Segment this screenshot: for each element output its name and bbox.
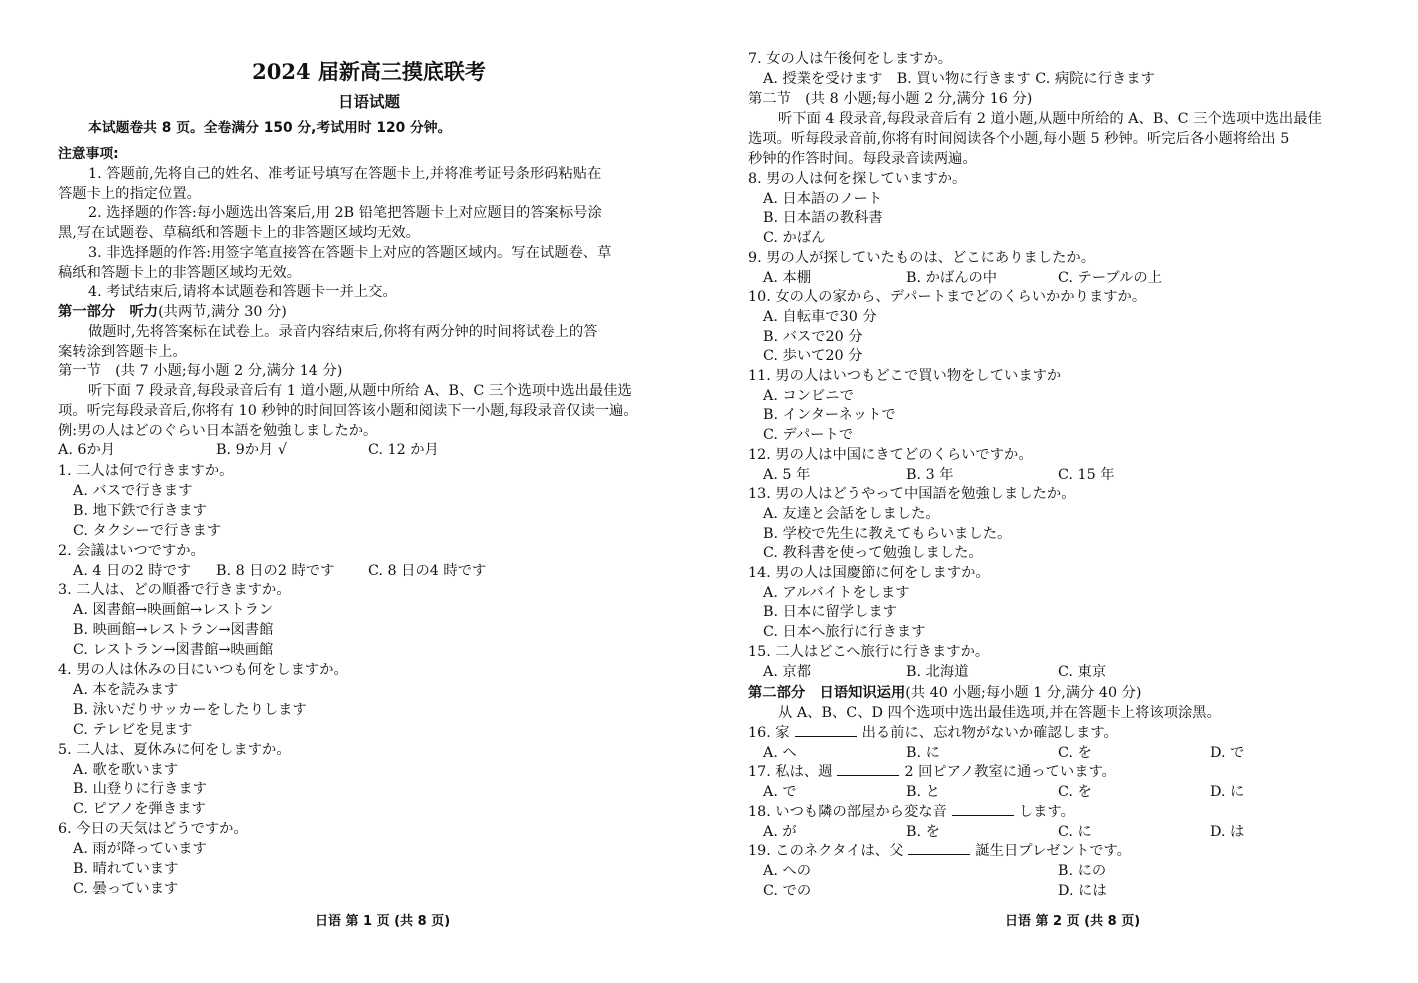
option: B. 晴れています	[73, 861, 179, 877]
option: B. 泳いだりサッカーをしたりします	[73, 701, 307, 718]
exam-subtitle: 日语试题	[337, 93, 400, 111]
question-stem: 5. 二人は、夏休みに何をしますか。	[58, 741, 291, 758]
option: A. で	[763, 784, 797, 801]
section2-heading: 第二节 (共 8 小题;每小题 2 分,满分 16 分)	[748, 91, 1033, 107]
option: B. 日本語の教科書	[763, 210, 883, 227]
part2-heading-rest: (共 40 小题;每小题 1 分,满分 40 分)	[905, 685, 1142, 701]
option: A. アルバイトをします	[763, 584, 910, 601]
example-option: C. 12 か月	[368, 442, 439, 458]
page1-footer: 日语 第 1 页 (共 8 页)	[315, 914, 451, 929]
notice-line: 答题卡上的指定位置。	[58, 185, 201, 202]
option: B. 映画館→レストラン→図書館	[73, 622, 274, 639]
stem-before-blank: 19. このネクタイは、父	[748, 843, 904, 860]
option: C. 東京	[1058, 663, 1107, 680]
notice-line: 3. 非选择题的作答:用签字笔直接答在答题卡上对应的答题区域内。写在试题卷、草	[88, 244, 612, 261]
option: B. 地下鉄で行きます	[73, 502, 207, 519]
example-question: 例:男の人はどのぐらい日本語を勉強しましたか。	[58, 423, 378, 439]
section1-instr-line: 听下面 7 段录音,每段录音后有 1 道小题,从题中所给 A、B、C 三个选项中选出最佳选	[88, 383, 632, 399]
option: A. が	[763, 823, 797, 840]
option: A. への	[763, 862, 812, 879]
question-stem: 1. 二人は何で行きますか。	[58, 463, 234, 479]
part2-instr: 从 A、B、C、D 四个选项中选出最佳选项,并在答题卡上将该项涂黑。	[778, 705, 1221, 721]
option: B. 日本に留学します	[763, 604, 897, 621]
option: C. 歩いて20 分	[763, 348, 863, 365]
page2-footer: 日语 第 2 页 (共 8 页)	[1005, 914, 1141, 929]
option: A. 歌を歌います	[73, 761, 179, 778]
option: A. 4 日の2 時です	[73, 562, 192, 579]
stem-before-blank: 17. 私は、週	[748, 764, 833, 781]
option: B. 学校で先生に教えてもらいました。	[763, 525, 1012, 542]
option: D. に	[1210, 784, 1245, 801]
section2-instr-line: 听下面 4 段录音,每段录音后有 2 道小题,从题中所给的 A、B、C 三个选项中选出最佳	[778, 111, 1322, 127]
option: B. インターネットで	[763, 407, 896, 424]
part1-heading	[58, 303, 287, 322]
option: A. 友達と会話をしました。	[763, 505, 940, 522]
option: D. は	[1210, 823, 1245, 840]
question-stem: 13. 男の人はどうやって中国語を勉強しましたか。	[748, 486, 1076, 503]
option: B. 3 年	[906, 466, 954, 483]
option: A. 図書館→映画館→レストラン	[73, 602, 274, 619]
option: C. 教科書を使って勉強しました。	[763, 545, 983, 562]
option: C. 日本へ旅行に行きます	[763, 624, 926, 641]
section1-heading: 第一节 (共 7 小题;每小题 2 分,满分 14 分)	[58, 363, 343, 379]
notice-line: 1. 答题前,先将自己的姓名、准考证号填写在答题卡上,并将准考证号条形码粘贴在	[88, 166, 602, 182]
option: C. レストラン→図書館→映画館	[73, 642, 274, 659]
option: A. 本を読みます	[73, 681, 179, 698]
part1-heading-bold: 第一部分 听力	[58, 304, 159, 320]
option: B. かばんの中	[906, 269, 998, 286]
option: C. を	[1058, 744, 1092, 761]
option: A. 日本語のノート	[763, 190, 883, 207]
option: A. バスで行きます	[73, 482, 193, 499]
stem-after-blank: します。	[1018, 803, 1075, 820]
option: D. には	[1058, 882, 1107, 899]
option: B. を	[906, 823, 940, 840]
part2-heading-bold: 第二部分 日语知识运用	[748, 685, 906, 701]
question-7-options: A. 授業を受けます B. 買い物に行きます C. 病院に行きます	[763, 71, 1155, 87]
answer-blank	[795, 725, 857, 737]
grammar-question-stem	[748, 724, 1118, 743]
question-stem: 4. 男の人は休みの日にいつも何をしますか。	[58, 662, 348, 678]
answer-blank	[952, 804, 1014, 816]
option: C. ピアノを弾きます	[73, 801, 206, 818]
question-stem: 2. 会議はいつですか。	[58, 542, 205, 559]
notice-line: 稿纸和答题卡上的非答题区域均无效。	[58, 264, 302, 281]
option: C. 15 年	[1058, 466, 1115, 483]
question-stem: 6. 今日の天気はどうですか。	[58, 821, 248, 838]
section1-instr-line: 项。听完每段录音后,你将有 10 秒钟的时间回答该小题和阅读下一小题,每段录音仅读一遍。	[58, 403, 638, 419]
question-stem: 9. 男の人が探していたものは、どこにありましたか。	[748, 249, 1096, 266]
option: C. 8 日の4 時です	[368, 562, 487, 579]
option: B. と	[906, 784, 940, 801]
grammar-question-stem	[748, 842, 1131, 861]
grammar-question-stem	[748, 763, 1116, 782]
part2-heading	[748, 684, 1142, 703]
part1-instr-line: 做题时,先将答案标在试卷上。录音内容结束后,你将有两分钟的时间将试卷上的答	[88, 324, 598, 340]
option: B. 山登りに行きます	[73, 781, 207, 798]
notice-line: 2. 选择题的作答:每小题选出答案后,用 2B 铅笔把答题卡上对应题目的答案标号涂	[88, 205, 602, 222]
exam-intro: 本试题卷共 8 页。全卷满分 150 分,考试用时 120 分钟。	[88, 120, 452, 136]
example-option: A. 6か月	[58, 442, 116, 458]
question-stem: 12. 男の人は中国にきてどのくらいですか。	[748, 446, 1033, 463]
option: A. 雨が降っています	[73, 841, 207, 858]
stem-after-blank: 出る前に、忘れ物がないか確認します。	[861, 725, 1118, 741]
question-stem: 10. 女の人の家から、デパートまでどのくらいかかりますか。	[748, 289, 1147, 306]
option: A. コンビニで	[763, 387, 854, 404]
question-7: 7. 女の人は午後何をしますか。	[748, 51, 953, 67]
part1-instr-line: 案转涂到答题卡上。	[58, 344, 187, 360]
option: C. テーブルの上	[1058, 269, 1163, 286]
option: B. 8 日の2 時です	[216, 562, 335, 579]
option: A. 京都	[763, 663, 812, 680]
stem-before-blank: 18. いつも隣の部屋から変な音	[748, 803, 947, 820]
option: B. に	[906, 744, 940, 761]
question-stem: 3. 二人は、どの順番で行きますか。	[58, 582, 291, 599]
notice-heading: 注意事项:	[58, 146, 119, 162]
option: A. 5 年	[763, 466, 811, 483]
option: C. デパートで	[763, 427, 854, 444]
example-option: B. 9か月 √	[216, 442, 287, 458]
section2-instr-line: 秒钟的作答时间。每段录音读两遍。	[748, 151, 977, 167]
option: A. へ	[763, 744, 797, 761]
option: B. バスで20 分	[763, 328, 863, 345]
exam-title: 2024 届新高三摸底联考	[252, 59, 486, 84]
option: A. 自転車で30 分	[763, 308, 877, 325]
grammar-question-stem	[748, 803, 1075, 822]
part1-heading-rest: (共两节,满分 30 分)	[158, 304, 287, 320]
option: C. テレビを見ます	[73, 721, 193, 738]
answer-blank	[837, 764, 899, 776]
option: A. 本棚	[763, 269, 812, 286]
stem-after-blank: 2 回ピアノ教室に通っています。	[904, 764, 1116, 781]
option: B. 北海道	[906, 663, 969, 680]
option: C. かばん	[763, 230, 826, 247]
question-stem: 8. 男の人は何を探していますか。	[748, 171, 967, 187]
stem-before-blank: 16. 家	[748, 725, 790, 741]
question-stem: 15. 二人はどこへ旅行に行きますか。	[748, 643, 990, 660]
section2-instr-line: 选项。听每段录音前,你将有时间阅读各个小题,每小题 5 秒钟。听完后各小题将给出 5	[748, 131, 1290, 147]
option: D. で	[1210, 744, 1245, 761]
option: B. にの	[1058, 862, 1107, 879]
question-stem: 14. 男の人は国慶節に何をしますか。	[748, 565, 990, 581]
notice-line: 4. 考试结束后,请将本试题卷和答题卡一并上交。	[88, 284, 397, 301]
stem-after-blank: 誕生日プレゼントです。	[975, 843, 1131, 860]
option: C. タクシーで行きます	[73, 522, 222, 539]
answer-blank	[908, 843, 970, 855]
option: C. に	[1058, 823, 1092, 840]
notice-line: 黑,写在试题卷、草稿纸和答题卡上的非答题区域均无效。	[58, 225, 420, 242]
option: C. 曇っています	[73, 880, 179, 897]
option: C. を	[1058, 784, 1092, 801]
question-stem: 11. 男の人はいつもどこで買い物をしていますか	[748, 368, 1062, 384]
option: C. での	[763, 882, 812, 899]
